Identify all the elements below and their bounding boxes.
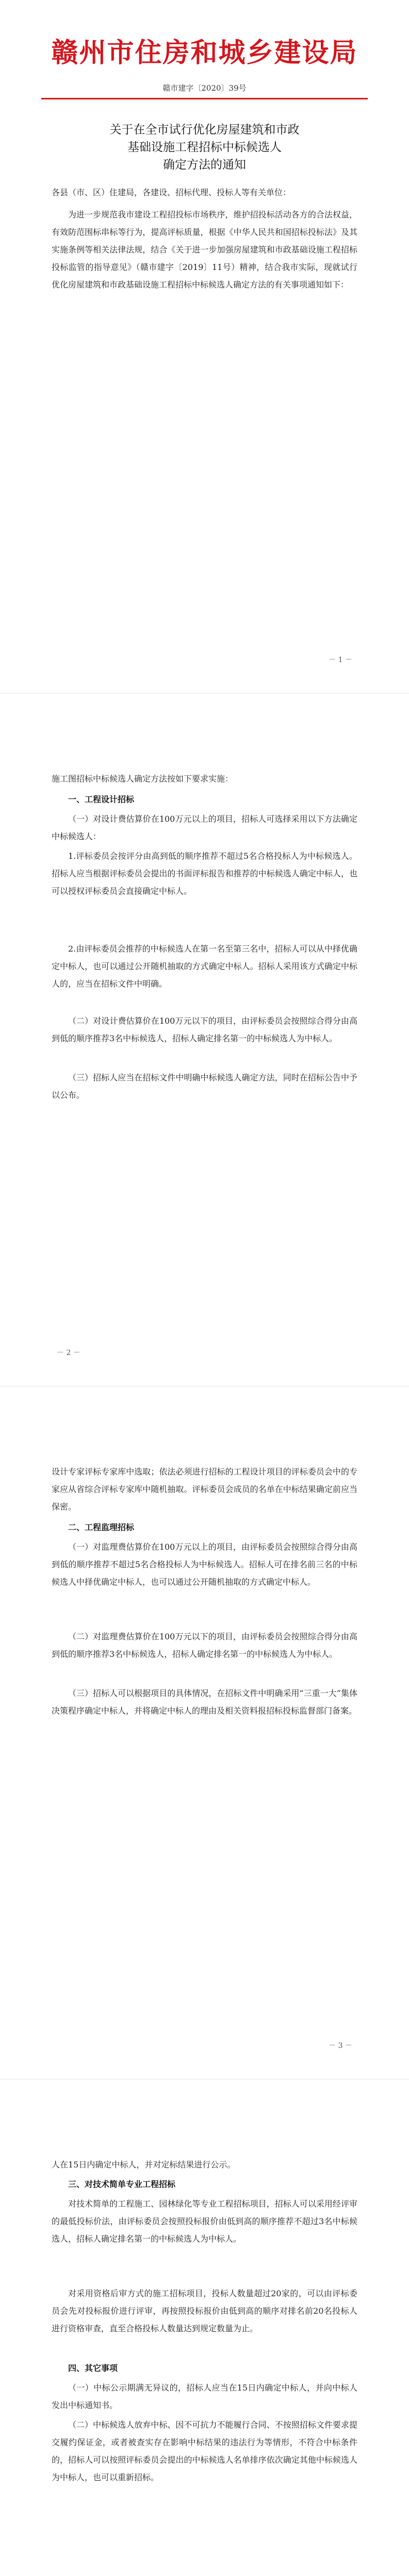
section-heading: 三、对技术简单专业工程招标 [68,2179,176,2189]
paragraph: 2.由评标委员会推荐的中标候选人在第一名至第三名中，招标人可以从中择优确定中标人，也可以通过公开随机抽取的方式确定中标人。招标人采用该方式确定中标人的，应当在招标文件中明确。 [52,944,357,989]
paragraph: 对采用资格后审方式的施工招标项目，投标人数量超过20家的，可以由评标委员会先对投标报价进行评审，再按照投标报价由低到高的顺序对排名前20名投标人进行资格审查，直至合格投标人数量达到规定数量为止。 [52,2289,357,2333]
document-title-line-3: 确定方法的通知 [163,158,246,172]
page-1 [0,0,409,693]
paragraph: （三）招标人应当在招标文件中明确中标候选人确定方法，同时在招标公告中予以公布。 [52,1073,357,1100]
paragraph: 1.评标委员会按评分由高到低的顺序推荐不超过5名合格投标人为中标候选人。招标人应当根据评标委员会提出的书面评标报告和推荐的中标候选人确定中标人，也可以授权评标委员会直接确定中标人。 [52,851,357,896]
paragraph: 设计专家评标专家库中选取；依法必须进行招标的工程设计项目的评标委员会中的专家应从省综合评标专家库中随机抽取。评标委员会成员的名单在中标结果确定前应当保密。 [52,1467,357,1512]
page-number: － 1 － [329,656,352,664]
page-4 [0,2079,409,2576]
page-2 [0,693,409,1386]
document-title-line-1: 关于在全市试行优化房屋建筑和市政 [109,123,300,137]
paragraph: （一）中标公示期满无异议的，招标人应当在15日内确定中标人，并向中标人发出中标通知书。 [52,2383,357,2410]
paragraph: （一）对监理费估算价在100万元以上的项目，由评标委员会按照综合得分由高到低的顺序推荐不超过5名合格投标人为中标候选人。招标人可在排名前三名的中标候选人中择优确定中标人，也可以通过公开随机抽取的方式确定中标人。 [52,1542,357,1587]
page-number: － 2 － [57,1349,80,1357]
paragraph: 对技术简单的工程施工、园林绿化等专业工程招标项目，招标人可以采用经评审的最低投标价法，由评标委员会按照投标报价由低到高的顺序推荐不超过3名中标候选人，招标人确定排名第一的中标候选人为中标人。 [52,2199,357,2244]
document-title-line-2: 基础设施工程招标中标候选人 [127,141,282,154]
section-heading: 二、工程监理招标 [68,1522,135,1532]
paragraph: 为进一步规范我市建设工程招投标市场秩序，维护招投标活动各方的合法权益，有效防范围标串标等行为，提高评标质量，根据《中华人民共和国招标投标法》及其实施条例等相关法律法规，结合《关于进一步加强房屋建筑和市政基础设施工程招标投标监管的指导意见》（赣市建字〔2019〕11号）精神，结合我市实际，现就试行优化房屋建筑和市政基础设施工程招标中标候选人确定方法的有关事项通知如下： [52,210,357,290]
page-3 [0,1386,409,2079]
page-number: － 3 － [329,2042,352,2050]
red-divider-line [41,98,368,99]
paragraph: （三）招标人可以根据项目的具体情况，在招标文件中明确采用“三重一大”集体决策程序确定中标人，并将确定中标人的理由及相关资料报招标投标监督部门备案。 [52,1688,357,1716]
addressee: 各县（市、区）住建局，各建设、招标代理、投标人等有关单位： [52,188,291,197]
masthead: 赣州市住房和城乡建设局 [51,37,358,69]
section-heading: 四、其它事项 [68,2363,118,2373]
document-number: 赣市建字〔2020〕39号 [162,83,247,93]
paragraph: 施工图招标中标候选人确定方法按如下要求实施： [52,774,234,784]
paragraph: （二）对设计费估算价在100万元以下的项目，由评标委员会按照综合得分由高到低的顺序推荐3名中标候选人，招标人确定排名第一的中标候选人为中标人。 [52,1016,357,1043]
paragraph: （一）对设计费估算价在100万元以上的项目，招标人可选择采用以下方法确定中标候选人： [52,814,357,841]
paragraph: 人在15日内确定中标人，并对定标结果进行公示。 [52,2160,236,2170]
paragraph: （二）中标候选人放弃中标、因不可抗力不能履行合同、不按照招标文件要求提交履约保证金，或者被查实存在影响中标结果的违法行为等情形，不符合中标条件的，招标人可以按照评标委员会提出的中标候选人名单排序依次确定其他中标候选人为中标人，也可以重新招标。 [52,2420,357,2482]
paragraph: （二）对监理费估算价在100万元以下的项目，由评标委员会按照综合得分由高到低的顺序推荐3名中标候选人，招标人确定排名第一的中标候选人为中标人。 [52,1632,357,1659]
section-heading: 一、工程设计招标 [68,794,135,804]
